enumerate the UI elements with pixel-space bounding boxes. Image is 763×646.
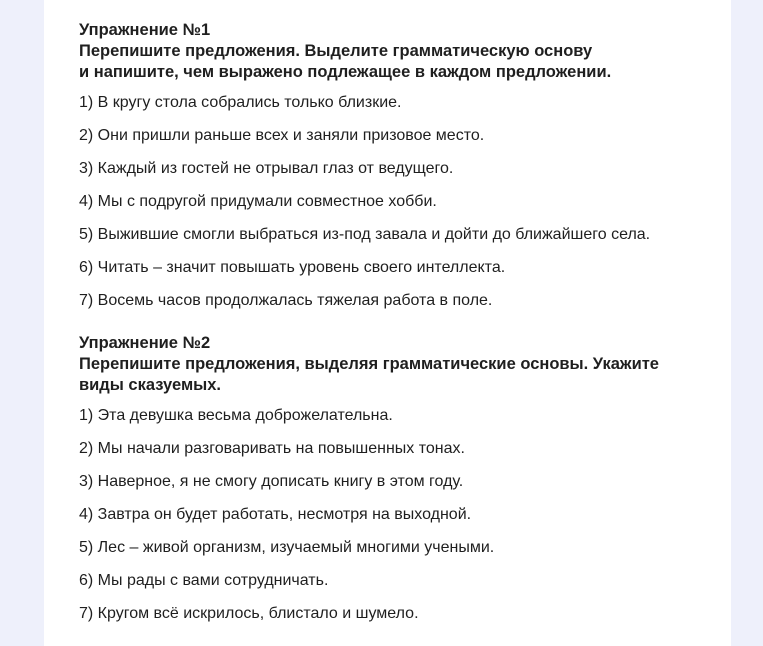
document-page bbox=[44, 0, 731, 646]
exercise-2-title: Упражнение №2 bbox=[79, 334, 211, 352]
exercise-1-task: Перепишите предложения. Выделите грамматическую основу и напишите, чем выражено подлежащее в каждом предложении. bbox=[79, 42, 612, 81]
exercise-2-task: Перепишите предложения, выделяя грамматические основы. Укажите виды сказуемых. bbox=[79, 355, 659, 394]
sentence-item: 1) В кругу стола собрались только близкие. bbox=[79, 94, 402, 111]
sentence-item: 3) Наверное, я не смогу дописать книгу в этом году. bbox=[79, 473, 464, 490]
exercise-2-sentences bbox=[79, 406, 721, 624]
sentence-item: 6) Читать – значит повышать уровень своего интеллекта. bbox=[79, 259, 506, 276]
sentence-item: 3) Каждый из гостей не отрывал глаз от ведущего. bbox=[79, 160, 454, 177]
sentence-item: 6) Мы рады с вами сотрудничать. bbox=[79, 572, 329, 589]
sentence-item: 5) Выжившие смогли выбраться из-под завала и дойти до ближайшего села. bbox=[79, 226, 651, 243]
exercise-2 bbox=[79, 333, 721, 624]
sentence-item: 4) Мы с подругой придумали совместное хобби. bbox=[79, 193, 437, 210]
exercise-1-sentences bbox=[79, 93, 721, 311]
document-content bbox=[79, 20, 721, 624]
sentence-item: 7) Кругом всё искрилось, блистало и шумело. bbox=[79, 605, 419, 622]
sentence-item: 1) Эта девушка весьма доброжелательна. bbox=[79, 407, 393, 424]
sentence-item: 4) Завтра он будет работать, несмотря на выходной. bbox=[79, 506, 472, 523]
exercise-1 bbox=[79, 20, 721, 311]
sentence-item: 7) Восемь часов продолжалась тяжелая работа в поле. bbox=[79, 292, 493, 309]
sentence-item: 5) Лес – живой организм, изучаемый многими учеными. bbox=[79, 539, 495, 556]
exercise-1-title: Упражнение №1 bbox=[79, 21, 211, 39]
sentence-item: 2) Мы начали разговаривать на повышенных тонах. bbox=[79, 440, 465, 457]
sentence-item: 2) Они пришли раньше всех и заняли призовое место. bbox=[79, 127, 485, 144]
